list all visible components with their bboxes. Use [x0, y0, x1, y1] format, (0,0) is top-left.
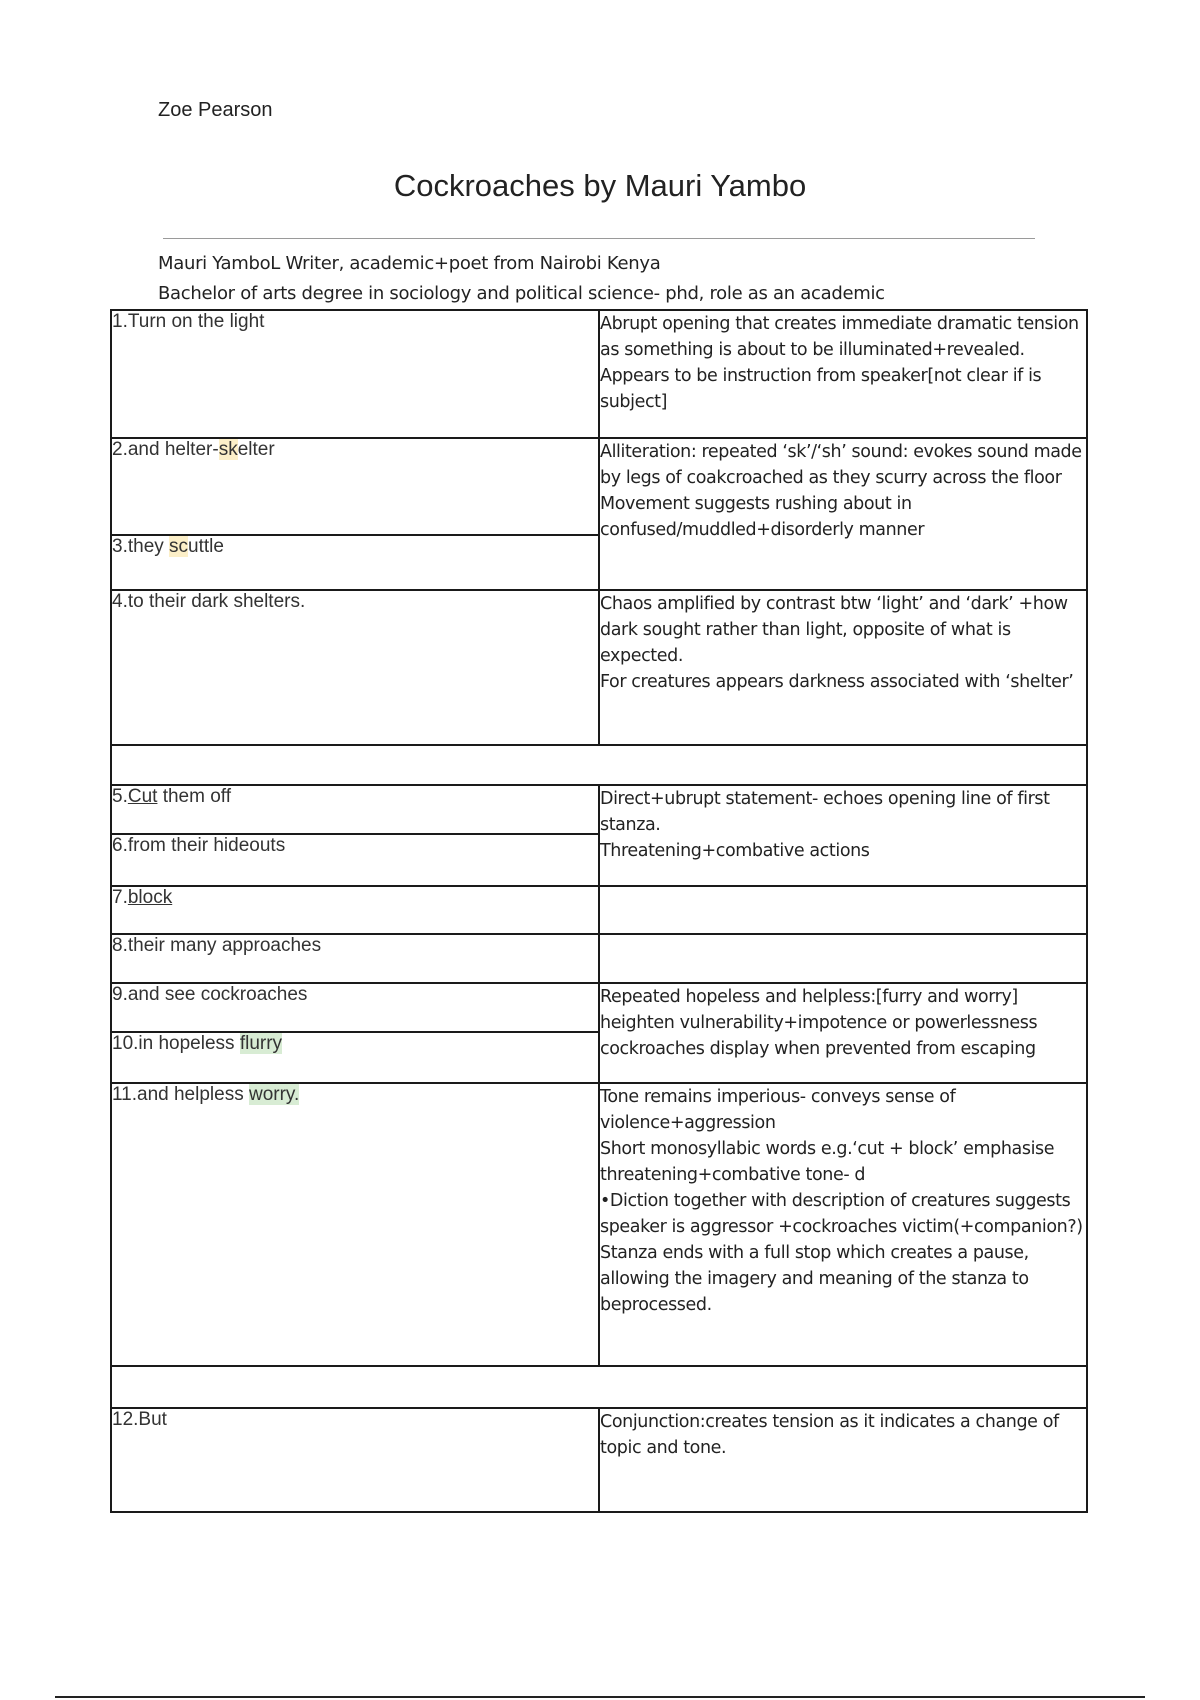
stanza-break-row [111, 745, 1087, 785]
note-line-11: Tone remains imperious- conveys sense of violence+aggression Short monosyllabic words e.g.‘cut + block’ emphasise threatening+combative tone- d •Diction together with description of creatures suggests speaker is aggressor +cockroaches victim(+companion?) Stanza ends with a full stop which creates a pause, allowing the imagery and meaning of the stanza to beprocessed. [599, 1083, 1087, 1366]
poem-line-12: 12.But [111, 1408, 599, 1512]
table-row [111, 310, 1087, 438]
poem-line-2: 2.and helter-skelter [111, 438, 599, 535]
highlight: worry. [248, 1084, 300, 1105]
note-line-8 [599, 934, 1087, 983]
poem-line-7: 7.block [111, 886, 599, 934]
table-row [111, 983, 1087, 1032]
poem-line-3: 3.they scuttle [111, 535, 599, 590]
table-row [111, 1083, 1087, 1366]
table-row [111, 785, 1087, 834]
intro-line-2: Bachelor of arts degree in sociology and political science- phd, role as an academic [158, 283, 885, 304]
note-lines-9-10: Repeated hopeless and helpless:[furry and worry] heighten vulnerability+impotence or powerlessness cockroaches display when prevented from escaping [599, 983, 1087, 1083]
note-line-12: Conjunction:creates tension as it indicates a change of topic and tone. [599, 1408, 1087, 1512]
table-row [111, 934, 1087, 983]
annotation-table [110, 309, 1088, 1513]
highlight: sk [218, 439, 238, 460]
poem-line-10: 10.in hopeless flurry [111, 1032, 599, 1083]
highlight: sc [169, 536, 189, 557]
table-row [111, 1408, 1087, 1512]
note-lines-2-3: Alliteration: repeated ‘sk’/‘sh’ sound: evokes sound made by legs of coakcroached as they scurry across the floor Movement suggests rushing about in confused/muddled+disorderly manner [599, 438, 1087, 590]
title-divider [163, 238, 1035, 239]
poem-line-11: 11.and helpless worry. [111, 1083, 599, 1366]
note-line-7 [599, 886, 1087, 934]
poem-line-6: 6.from their hideouts [111, 834, 599, 886]
note-line-4: Chaos amplified by contrast btw ‘light’ and ‘dark’ +how dark sought rather than light, opposite of what is expected. For creatures appears darkness associated with ‘shelter’ [599, 590, 1087, 745]
stanza-break [111, 1366, 1087, 1408]
stanza-break [111, 745, 1087, 785]
document-title: Cockroaches by Mauri Yambo [393, 168, 807, 203]
note-lines-5-6: Direct+ubrupt statement- echoes opening line of first stanza. Threatening+combative actions [599, 785, 1087, 886]
note-line-1: Abrupt opening that creates immediate dramatic tension as something is about to be illuminated+revealed. Appears to be instruction from speaker[not clear if is subject] [599, 310, 1087, 438]
poem-line-9: 9.and see cockroaches [111, 983, 599, 1032]
stanza-break-row [111, 1366, 1087, 1408]
table-row [111, 438, 1087, 535]
intro-line-1: Mauri YamboL Writer, academic+poet from Nairobi Kenya [158, 253, 661, 274]
poem-line-8: 8.their many approaches [111, 934, 599, 983]
table-row [111, 886, 1087, 934]
poem-line-4: 4.to their dark shelters. [111, 590, 599, 745]
page-bottom-rule [55, 1696, 1145, 1698]
author-name: Zoe Pearson [158, 99, 273, 121]
table-row [111, 590, 1087, 745]
poem-line-5: 5.Cut them off [111, 785, 599, 834]
highlight: flurry [239, 1033, 283, 1054]
poem-line-1: 1.Turn on the light [111, 310, 599, 438]
